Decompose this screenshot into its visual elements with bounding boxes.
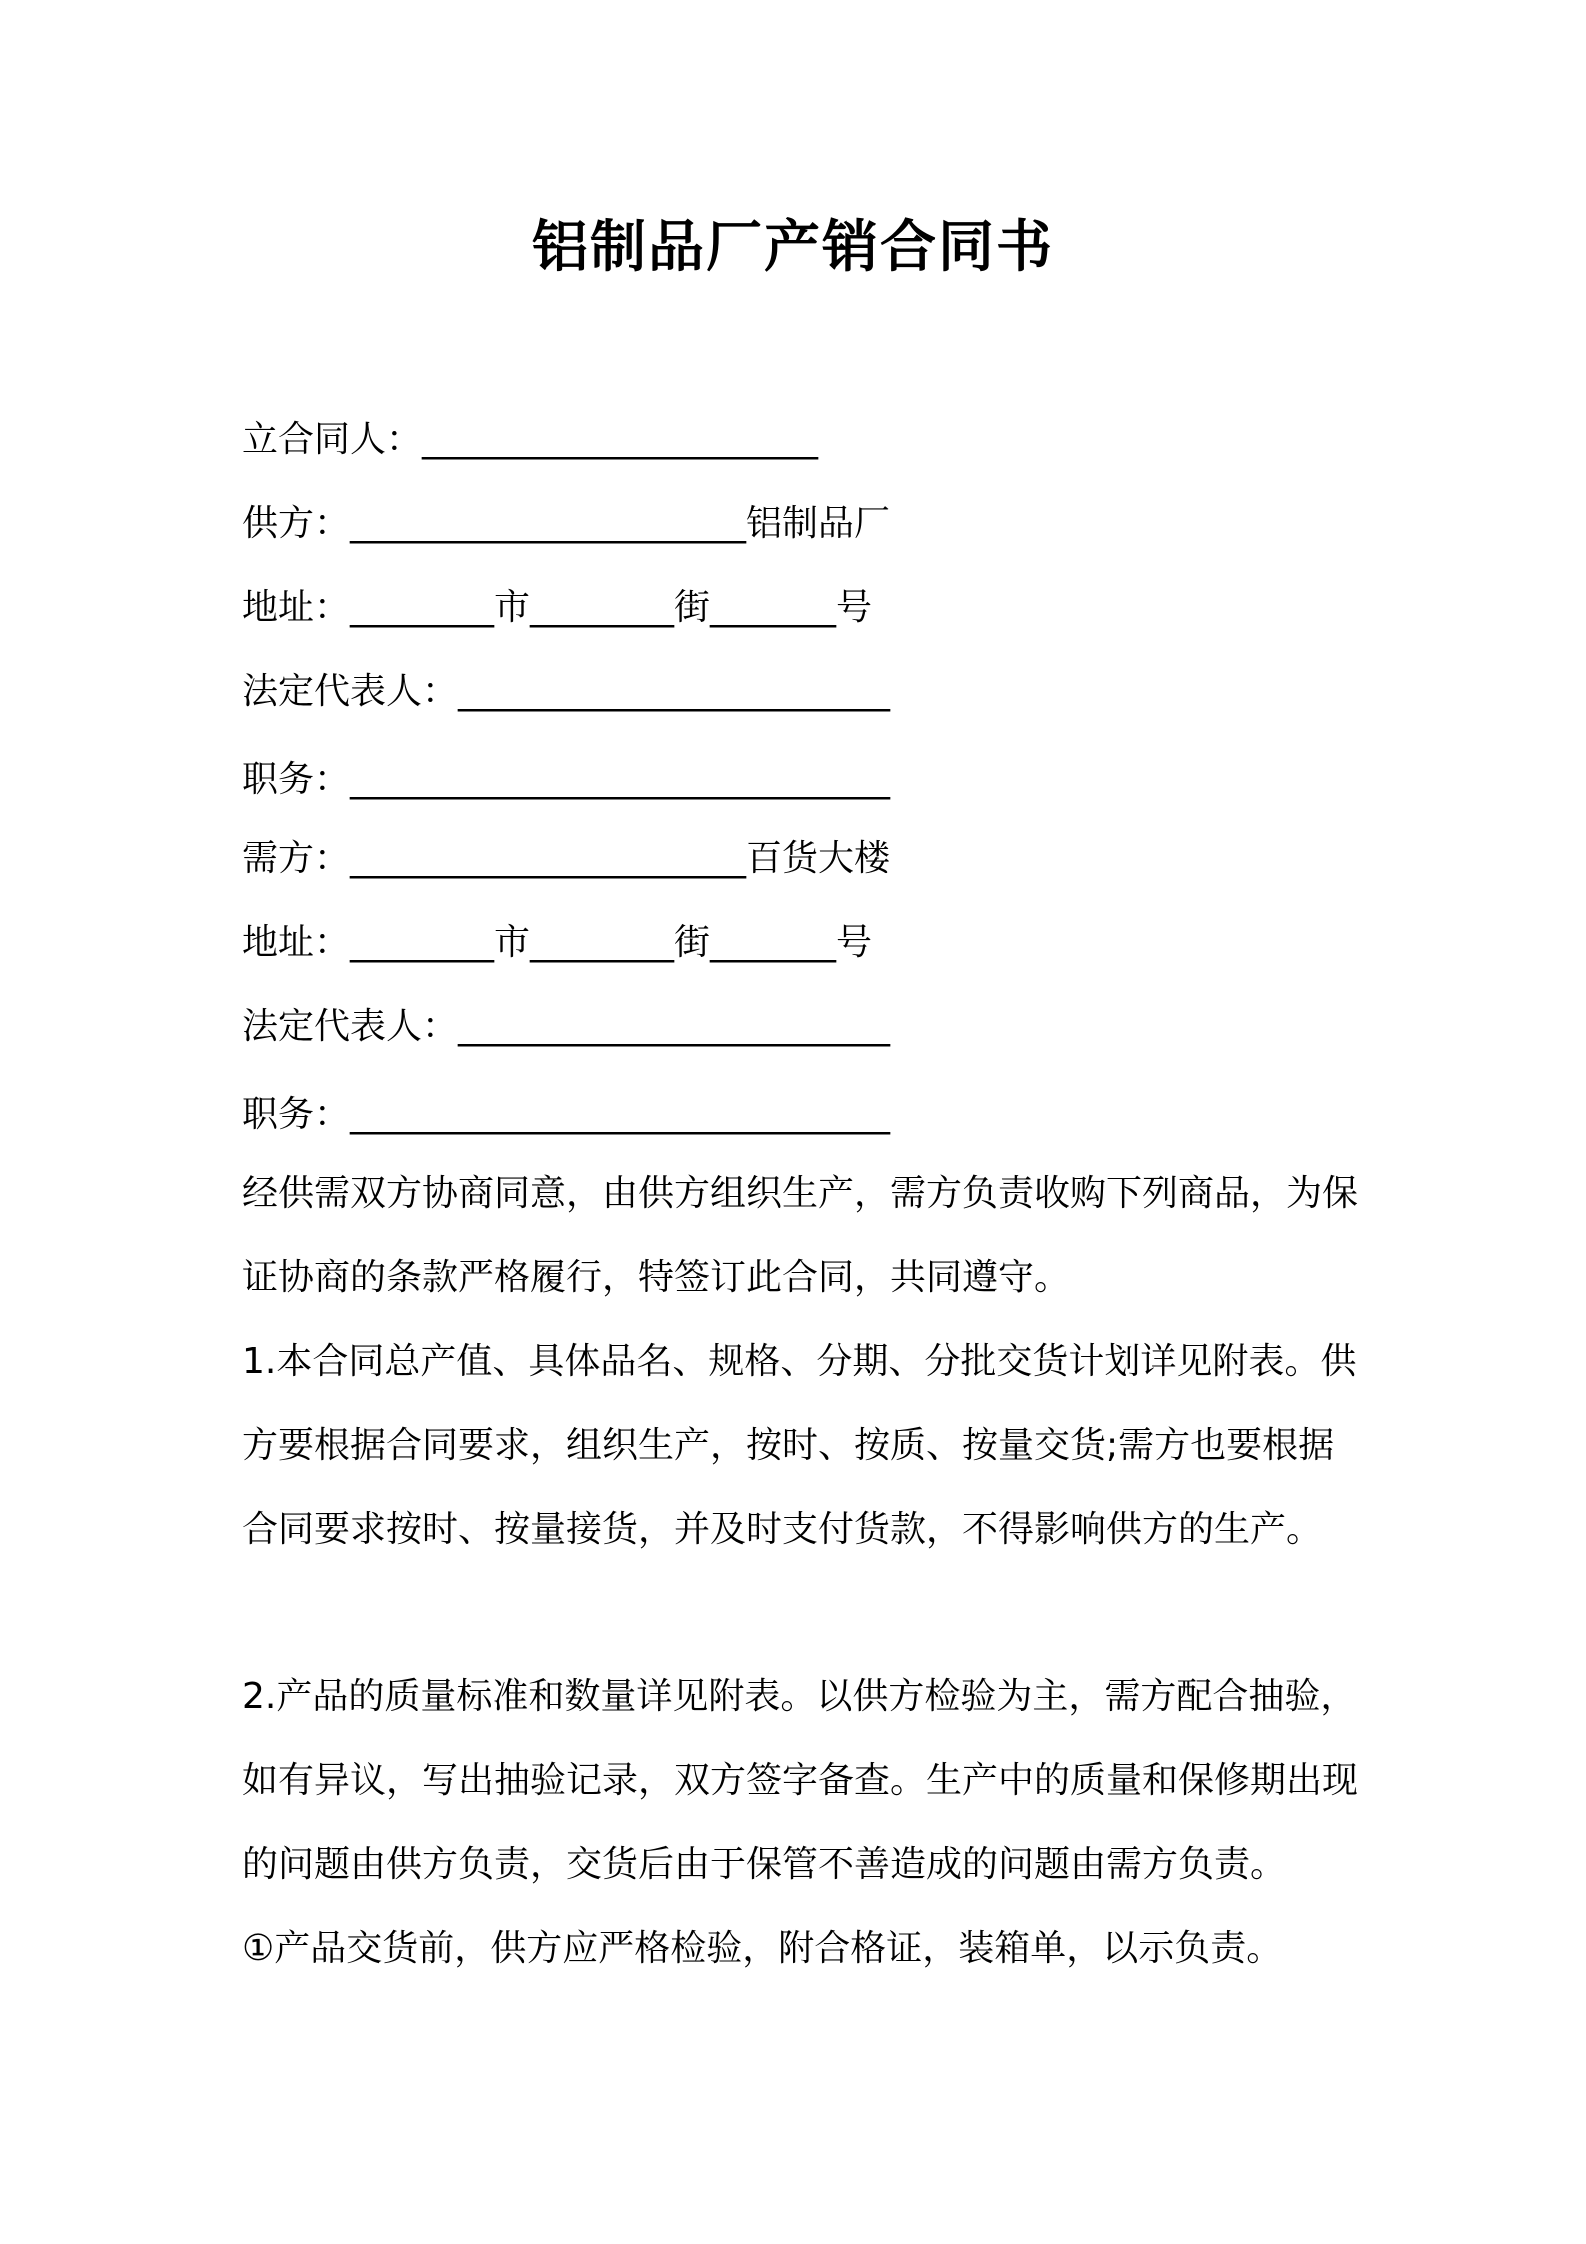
buyer-legal-rep-line: 法定代表人：________________________ — [242, 1006, 891, 1047]
buyer-position-line: 职务：______________________________ — [242, 1094, 891, 1135]
supplier-address-line: 地址：________市________街_______号 — [242, 587, 873, 628]
document-title: 铝制品厂产销合同书 — [532, 215, 1054, 280]
contract-party-line: 立合同人：______________________ — [242, 419, 819, 460]
clause-2-item-1-paragraph: ①产品交货前，供方应严格检验，附合格证，装箱单，以示负责。 — [242, 1928, 1283, 1969]
clause-1-paragraph: 1.本合同总产值、具体品名、规格、分期、分批交货计划详见附表。供方要根据合同要求，组织生产，按时、按质、按量交货;需方也要根据合同要求按时、按量接货，并及时支付货款，不得影响供方的生产。 — [242, 1341, 1357, 1550]
supplier-legal-rep-line: 法定代表人：________________________ — [242, 671, 891, 712]
buyer-address-line: 地址：________市________街_______号 — [242, 922, 873, 963]
intro-paragraph: 经供需双方协商同意，由供方组织生产，需方负责收购下列商品，为保证协商的条款严格履行，特签订此合同，共同遵守。 — [242, 1173, 1359, 1298]
clause-2-paragraph: 2.产品的质量标准和数量详见附表。以供方检验为主，需方配合抽验，如有异议，写出抽验记录，双方签字备查。生产中的质量和保修期出现的问题由供方负责，交货后由于保管不善造成的问题由需方负责。 — [242, 1676, 1359, 1885]
buyer-line: 需方：______________________百货大楼 — [242, 838, 891, 879]
supplier-position-line: 职务：______________________________ — [242, 759, 891, 800]
supplier-line: 供方：______________________铝制品厂 — [242, 503, 891, 544]
